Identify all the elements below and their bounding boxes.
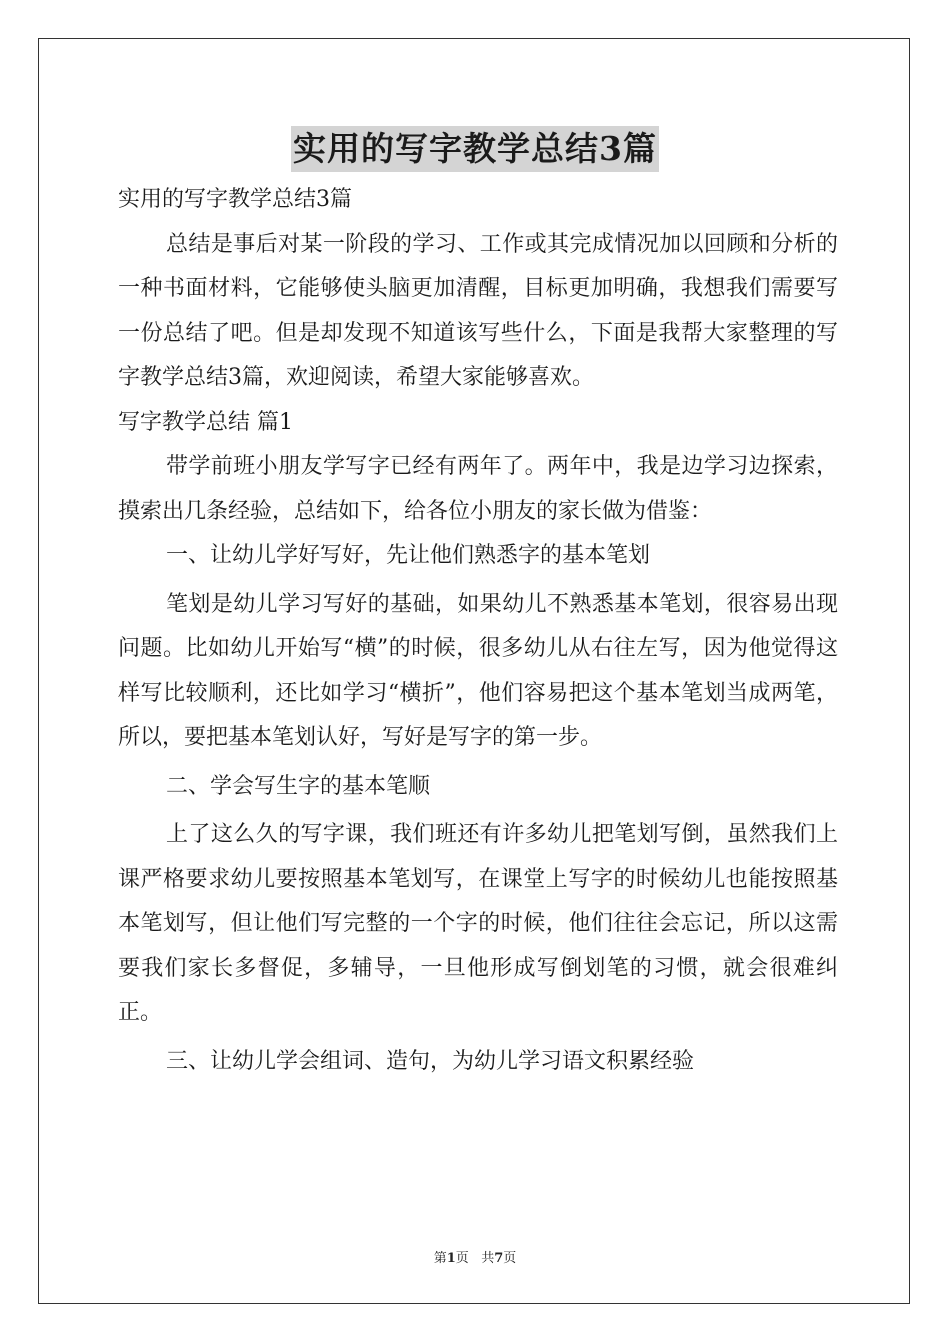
page-footer bbox=[0, 1247, 950, 1266]
section-heading: 写字教学总结 篇1 bbox=[118, 409, 293, 435]
document-title: 实用的写字教学总结3篇 bbox=[291, 126, 659, 172]
paragraph: 三、让幼儿学会组词、造句，为幼儿学习语文积累经验 bbox=[166, 1048, 695, 1074]
document-body bbox=[118, 178, 838, 1084]
footer-page-mid: 页 共 bbox=[455, 1251, 495, 1266]
footer-page-suffix: 页 bbox=[503, 1251, 517, 1266]
paragraph: 一、让幼儿学好写好，先让他们熟悉字的基本笔划 bbox=[166, 543, 651, 568]
paragraph: 带学前班小朋友学写字已经有两年了。两年中，我是边学习边探索，摸索出几条经验，总结如下，给各位小朋友的家长做为借鉴： bbox=[118, 454, 838, 524]
footer-current-page: 1 bbox=[446, 1251, 456, 1266]
footer-total-pages: 7 bbox=[494, 1251, 504, 1266]
paragraph-intro: 总结是事后对某一阶段的学习、工作或其完成情况加以回顾和分析的一种书面材料，它能够使头脑更加清醒，目标更加明确，我想我们需要写一份总结了吧。但是却发现不知道该写些什么，下面是我帮大家整理的写字教学总结3篇，欢迎阅读，希望大家能够喜欢。 bbox=[118, 231, 838, 390]
paragraph: 上了这么久的写字课，我们班还有许多幼儿把笔划写倒，虽然我们上课严格要求幼儿要按照基本笔划写，在课堂上写字的时候幼儿也能按照基本笔划写，但让他们写完整的一个字的时候，他们往往会忘记，所以这需要我们家长多督促，多辅导，一旦他形成写倒划笔的习惯，就会很难纠正。 bbox=[118, 822, 838, 1025]
paragraph: 二、学会写生字的基本笔顺 bbox=[166, 773, 431, 799]
paragraph: 笔划是幼儿学习写好的基础，如果幼儿不熟悉基本笔划，很容易出现问题。比如幼儿开始写“横”的时候，很多幼儿从右往左写，因为他觉得这样写比较顺利，还比如学习“横折”，他们容易把这个基本笔划当成两笔，所以，要把基本笔划认好，写好是写字的第一步。 bbox=[118, 591, 838, 750]
footer-page-prefix: 第 bbox=[433, 1251, 447, 1266]
document-subtitle: 实用的写字教学总结3篇 bbox=[118, 187, 352, 212]
title-wrap bbox=[0, 126, 950, 172]
